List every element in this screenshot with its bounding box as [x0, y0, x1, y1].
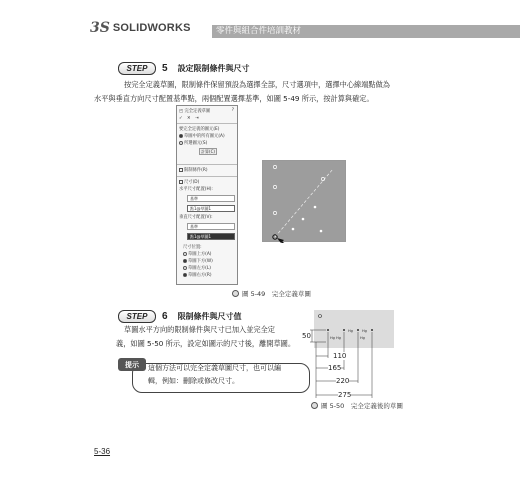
dimensions-label: 尺寸(D) — [184, 180, 200, 185]
sketch-drawing — [263, 161, 347, 243]
sketch-icon: ◰ — [179, 109, 185, 114]
radio-off-icon — [183, 266, 187, 270]
vertical-scheme-label: 垂直尺寸配置(V): — [179, 215, 213, 220]
dim-165: 165 — [328, 364, 342, 372]
panel-actions — [179, 116, 199, 121]
radio-selected-entities[interactable] — [179, 140, 207, 146]
checkbox-icon — [179, 180, 183, 184]
figure-5-50-caption — [311, 401, 403, 410]
step-number: 6 — [162, 311, 168, 322]
tip-line1: 這個方法可以完全定義草圖尺寸，也可以編 — [148, 364, 281, 372]
step5-para-line2: 水平與垂直方向尺寸配置基準點，兩個配置選擇基準，如圖 5-49 所示，按計算與確定。 — [94, 94, 374, 103]
book-title: 零件與組合件培訓教材 — [216, 26, 302, 36]
tip-text — [148, 362, 298, 388]
step5-para-line1: 按完全定義草圖，限制條件保留預設為選擇全部，尺寸選項中，選擇中心線端點做為 — [124, 80, 390, 89]
figure-5-49-caption-text: 圖 5-49 完全定義草圖 — [242, 290, 311, 298]
step-title: 設定限制條件與尺寸 — [177, 64, 250, 73]
radio-above-label: 草圖上方(A) — [188, 252, 212, 257]
panel-title: 完全定義草圖 — [184, 109, 211, 114]
dim-275: 275 — [338, 391, 352, 399]
sketch-canvas — [262, 160, 346, 242]
radio-on-icon — [183, 273, 187, 277]
step5-heading — [118, 62, 250, 75]
radio-left-label: 草圖左方(L) — [188, 266, 211, 271]
divider — [177, 164, 237, 165]
pin-icon[interactable]: ⇥ — [194, 116, 199, 121]
radio-below[interactable] — [183, 258, 213, 264]
entities-section-label: 要完全定義的圖元(E) — [179, 127, 220, 132]
tip-badge: 提示 — [118, 358, 146, 371]
radio-left[interactable] — [183, 265, 211, 271]
relations-section[interactable] — [179, 167, 208, 173]
relations-label: 限制條件(R) — [184, 168, 208, 173]
checkbox-icon — [179, 168, 183, 172]
figure-5-49-caption — [232, 289, 311, 298]
dim-110: 110 — [333, 352, 347, 360]
radio-above[interactable] — [183, 251, 211, 257]
dimensions-section[interactable] — [179, 179, 199, 185]
radio-below-label: 草圖下方(W) — [188, 259, 213, 264]
tip-line2: 輯，例如：刪除或修改尺寸。 — [148, 377, 239, 385]
dim-50: 50 — [302, 332, 311, 340]
figure-5-50-caption-text: 圖 5-50 完全定義後的草圖 — [321, 402, 403, 410]
radio-on-icon — [179, 134, 183, 138]
horizontal-datum-field[interactable]: 點1@草圖1 — [187, 205, 235, 212]
logo-wordmark: SOLIDWORKS — [112, 22, 191, 34]
dim-220: 220 — [336, 377, 350, 385]
ds-logo-icon: 3S — [90, 20, 110, 36]
panel-title-row — [179, 108, 210, 114]
step-badge: STEP — [118, 310, 156, 323]
radio-all-label: 草圖中的所有圖元(A) — [184, 134, 225, 139]
cancel-icon[interactable]: ✕ — [186, 116, 191, 121]
radio-selected-label: 所選圖元(S) — [184, 141, 208, 146]
radio-off-icon — [179, 141, 183, 145]
vertical-scheme-select[interactable]: 基準 — [187, 223, 235, 230]
radio-off-icon — [183, 252, 187, 256]
divider — [177, 176, 237, 177]
svg-text:Hg Hg: Hg Hg — [330, 336, 341, 340]
step-title: 限制條件與尺寸值 — [177, 312, 242, 321]
page-number: 5-36 — [94, 447, 111, 456]
figure-icon — [311, 402, 318, 409]
step-badge: STEP — [118, 62, 156, 75]
horizontal-scheme-label: 水平尺寸配置(H): — [179, 187, 213, 192]
step-number: 5 — [162, 63, 168, 74]
dimension-drawing — [300, 308, 410, 403]
radio-right-label: 草圖右方(R) — [188, 273, 212, 278]
svg-text:Hg: Hg — [362, 329, 367, 333]
solidworks-logo — [90, 20, 191, 36]
help-icon[interactable]: ? — [231, 108, 234, 113]
step6-heading — [118, 310, 242, 323]
dimension-placement-label: 尺寸位置: — [183, 245, 202, 250]
step6-para-line2: 義，如圖 5-50 所示，設定如圖示的尺寸後，離開草圖。 — [116, 339, 296, 348]
fully-define-sketch-panel — [176, 105, 238, 285]
radio-right[interactable] — [183, 272, 212, 278]
radio-on-icon — [183, 259, 187, 263]
divider — [177, 123, 237, 124]
page-header — [90, 20, 450, 40]
ok-icon[interactable]: ✓ — [179, 116, 183, 121]
calculate-button[interactable]: 計算(C) — [199, 148, 217, 155]
svg-text:Hg: Hg — [348, 329, 353, 333]
figure-icon — [232, 290, 239, 297]
dimensioned-sketch — [300, 308, 410, 403]
header-title-bar — [212, 25, 520, 38]
radio-all-entities[interactable] — [179, 133, 225, 139]
vertical-datum-field[interactable]: 點1@草圖1 — [187, 233, 235, 240]
step6-para-line1: 草圖水平方向的限制條件與尺寸已加入並完全定 — [124, 325, 275, 334]
horizontal-scheme-select[interactable]: 基準 — [187, 195, 235, 202]
svg-text:Hg: Hg — [360, 336, 365, 340]
